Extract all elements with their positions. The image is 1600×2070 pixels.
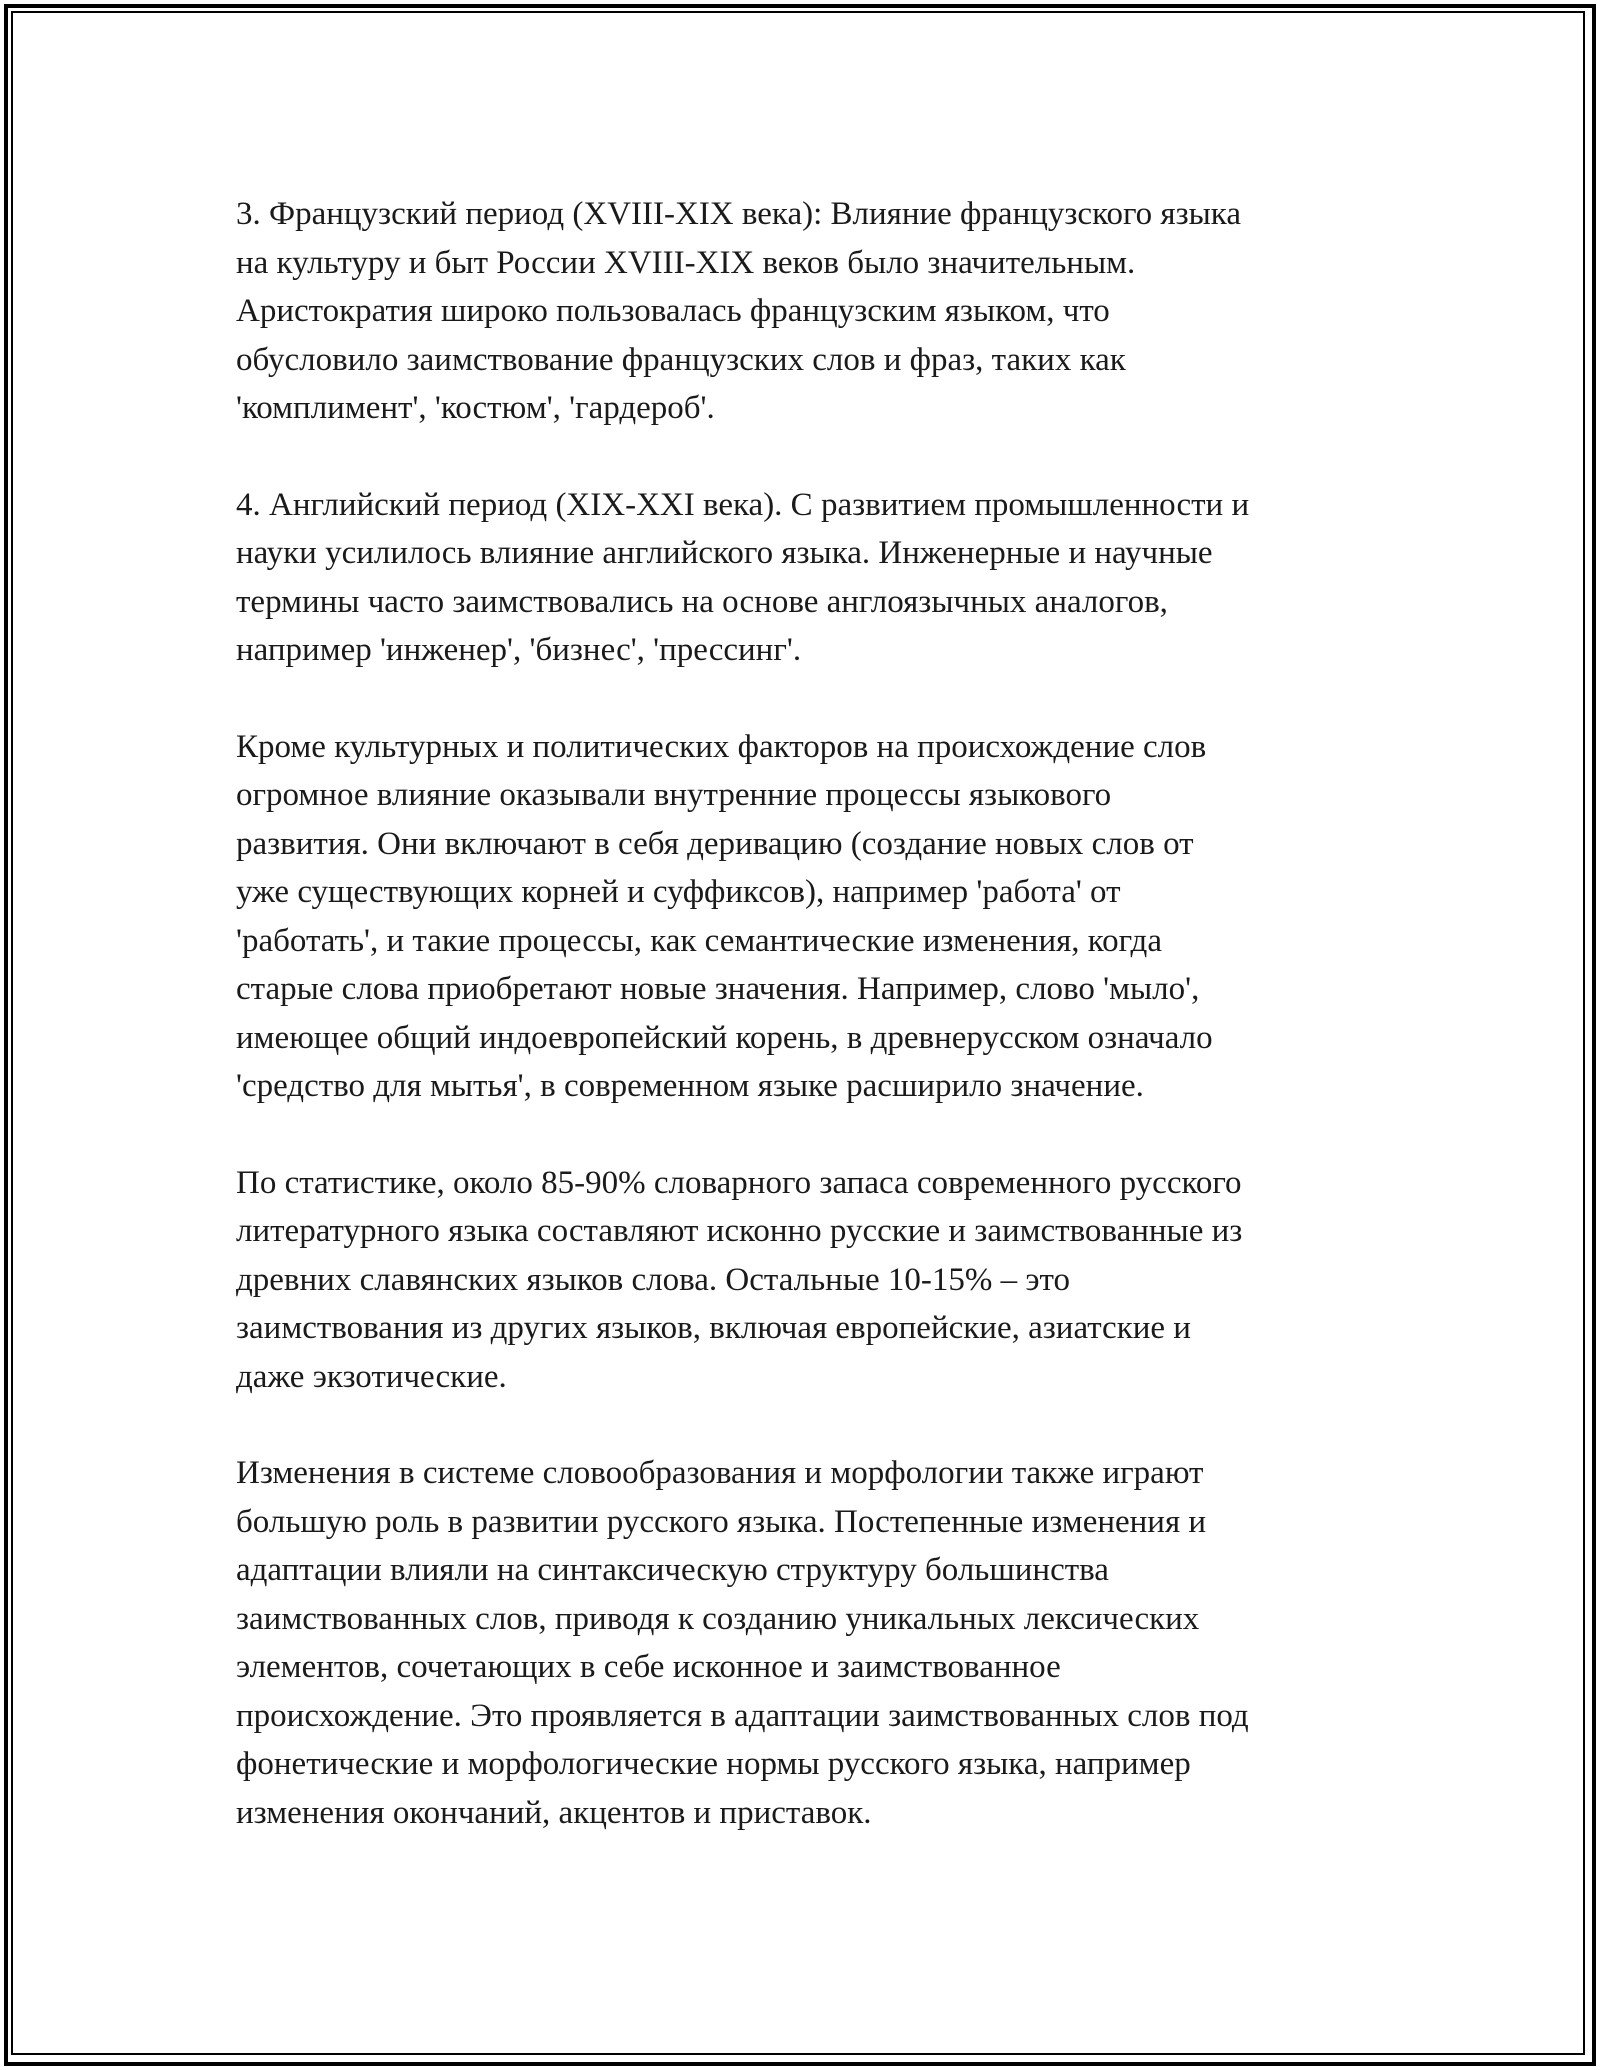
- text-line: По статистике, около 85-90% словарного запаса современного русского: [236, 1164, 1242, 1201]
- text-line: большую роль в развитии русского языка. Постепенные изменения и: [236, 1503, 1207, 1540]
- text-line: термины часто заимствовались на основе англоязычных аналогов,: [236, 583, 1168, 620]
- paragraph-internal-processes: [236, 723, 1384, 1111]
- text-line: науки усилилось влияние английского языка. Инженерные и научные: [236, 535, 1213, 571]
- text-line: 'комплимент', 'костюм', 'гардероб'.: [236, 390, 715, 426]
- paragraph-statistics: [236, 1159, 1384, 1402]
- text-line: фонетические и морфологические нормы русского языка, например: [236, 1746, 1191, 1782]
- text-line: старые слова приобретают новые значения. Например, слово 'мыло',: [236, 971, 1200, 1007]
- paragraph-word-formation: [236, 1449, 1384, 1837]
- paragraph-english-period: [236, 481, 1384, 675]
- paragraph-french-period: [236, 190, 1384, 433]
- text-line: происхождение. Это проявляется в адаптации заимствованных слов под: [236, 1697, 1249, 1734]
- text-line: имеющее общий индоевропейский корень, в древнерусском означало: [236, 1019, 1213, 1056]
- text-line: элементов, сочетающих в себе исконное и заимствованное: [236, 1649, 1061, 1685]
- text-line: заимствованных слов, приводя к созданию уникальных лексических: [236, 1600, 1200, 1637]
- text-line: Изменения в системе словообразования и морфологии также играют: [236, 1455, 1204, 1491]
- text-line: 3. Французский период (XVIII-XIX века): Влияние французского языка: [236, 196, 1241, 232]
- text-line: 'работать', и такие процессы, как семантические изменения, когда: [236, 922, 1162, 959]
- text-line: литературного языка составляют исконно русские и заимствованные из: [236, 1213, 1243, 1249]
- text-line: Кроме культурных и политических факторов на происхождение слов: [236, 728, 1207, 765]
- text-line: изменения окончаний, акцентов и приставок.: [236, 1794, 872, 1831]
- text-line: уже существующих корней и суффиксов), например 'работа' от: [236, 874, 1121, 910]
- text-line: на культуру и быт России XVIII-XIX веков было значительным.: [236, 244, 1136, 281]
- text-line: развития. Они включают в себя деривацию (создание новых слов от: [236, 825, 1194, 862]
- text-line: даже экзотические.: [236, 1358, 507, 1395]
- text-line: 'средство для мытья', в современном языке расширило значение.: [236, 1068, 1144, 1104]
- text-line: Аристократия широко пользовалась французским языком, что: [236, 293, 1110, 329]
- text-line: заимствования из других языков, включая европейские, азиатские и: [236, 1310, 1191, 1346]
- text-line: например 'инженер', 'бизнес', 'прессинг'.: [236, 632, 802, 668]
- text-line: древних славянских языков слова. Остальные 10-15% – это: [236, 1261, 1071, 1298]
- text-line: обусловило заимствование французских слов и фраз, таких как: [236, 341, 1126, 378]
- text-line: огромное влияние оказывали внутренние процессы языкового: [236, 777, 1112, 813]
- document-body: [236, 190, 1384, 1885]
- text-line: 4. Английский период (XIX-XXI века). С развитием промышленности и: [236, 486, 1250, 523]
- text-line: адаптации влияли на синтаксическую структуру большинства: [236, 1552, 1109, 1588]
